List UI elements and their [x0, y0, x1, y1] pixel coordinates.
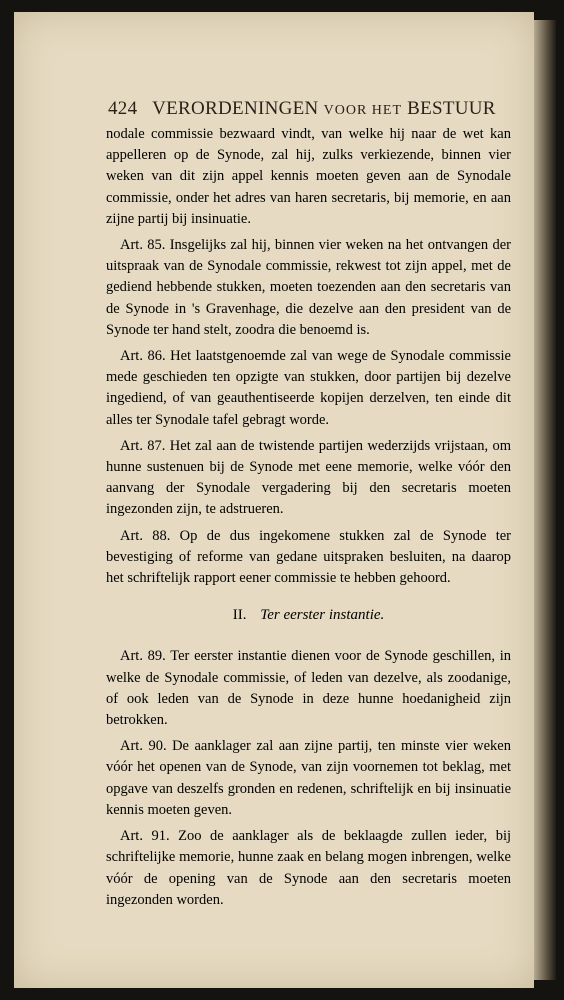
page-number: 424 [108, 98, 138, 119]
article-89: Art. 89. Ter eerster instantie dienen voor de Synode geschillen, in welke de Synodale commissie, of leden van dezelve, als zoodanige, of ook leden van de Synode in deze hunne hoedanigheid zijn betrokken. [106, 648, 511, 729]
section-number: II. [232, 607, 247, 624]
page-edge-shadow [534, 20, 556, 980]
article-86: Art. 86. Het laatstgenoemde zal van wege de Synodale commissie mede geschieden ten opzigte van stukken, door partijen bij dezelve ingediend, of van geauthentiseerde kopijen derzelven, ten einde dit alles ter Synodale tafel gebragt worde. [106, 348, 511, 428]
body-text [106, 124, 511, 911]
section-title: Ter eerster instantie. [260, 607, 385, 624]
section-heading [106, 605, 511, 626]
article-85: Art. 85. Insgelijks zal hij, binnen vier weken na het ontvangen der uitspraak van de Synodale commissie, rekwest tot zijn appel, met de gediend hebbende stukken, moeten toezenden aan den secretaris van de Synode in 's Gravenhage, die dezelve aan den president van de Synode ter hand stelt, zoodra die benoemd is. [106, 237, 511, 338]
header-title-part2: VOOR HET [323, 103, 403, 118]
running-header [108, 98, 496, 120]
article-87: Art. 87. Het zal aan de twistende partijen wederzijds vrijstaan, om hunne sustenuen bij de Synode met eene memorie, welke vóór den aanvang der Synodale vergadering bij den secretaris moeten ingezonden zijn, te adstrueren. [106, 437, 511, 518]
paragraph-continuation: nodale commissie bezwaard vindt, van welke hij naar de wet kan appelleren op de Synode, zal hij, zulks verkiezende, binnen vier weken van dit zijn appel kennis moeten geven aan de Synodale commissie, onder het adres van haren secretaris, bij memorie, en aan zijne partij bij insinuatie. [106, 126, 511, 227]
article-91: Art. 91. Zoo de aanklager als de beklaagde zullen ieder, bij schriftelijke memorie, hunne zaak en belang mogen inbrengen, welke vóór de opening van de Synode aan den secretaris moeten ingezonden worden. [106, 828, 511, 908]
article-90: Art. 90. De aanklager zal aan zijne partij, ten minste vier weken vóór het openen van de Synode, van zijn voornemen tot beklag, met opgave van deszelfs gronden en redenen, schriftelijk en bij insinuatie kennis moeten geven. [106, 738, 511, 818]
header-title-part3: BESTUUR [407, 98, 496, 119]
header-title-part1: VERORDENINGEN [152, 98, 319, 119]
article-88: Art. 88. Op de dus ingekomene stukken zal de Synode ter bevestiging of reforme van gedane uitspraken besluiten, na daarop het schriftelijk rapport eener commissie te hebben gehoord. [106, 527, 511, 587]
